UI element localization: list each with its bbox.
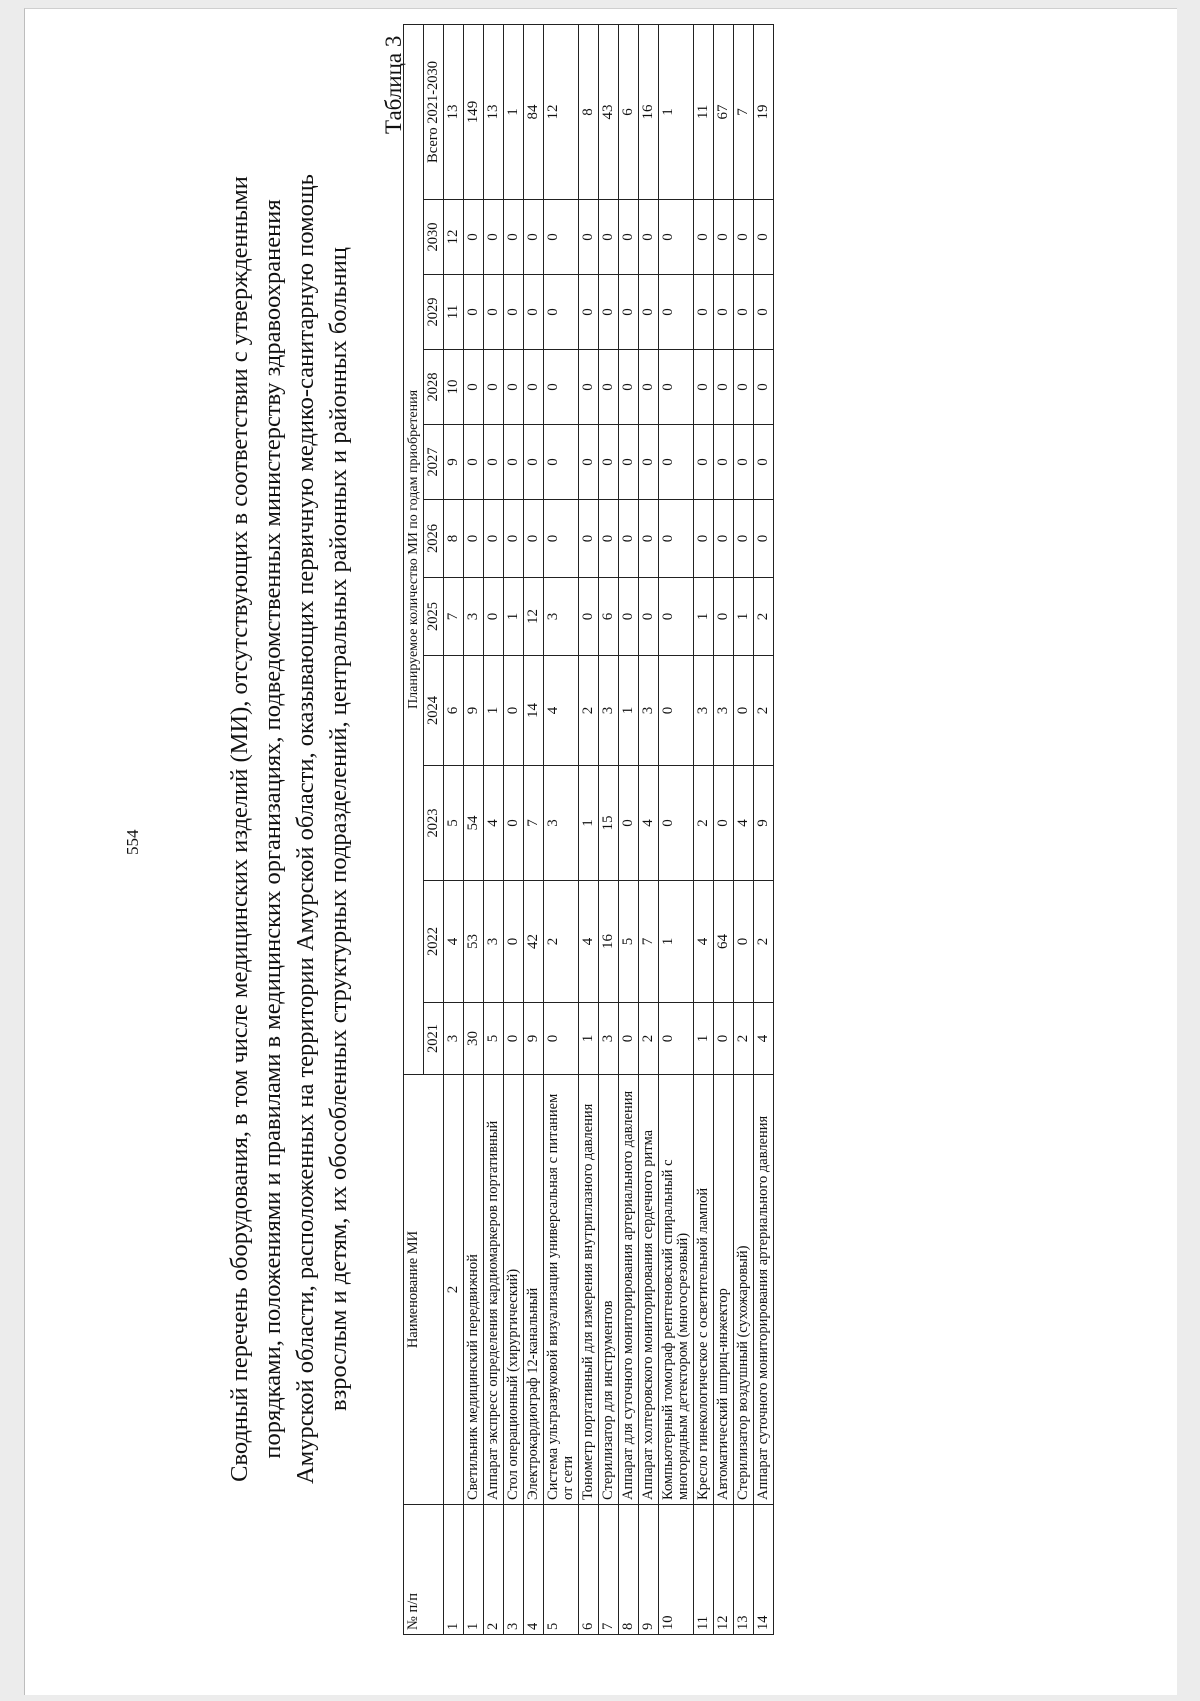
year-value-cell: 0 bbox=[504, 766, 524, 881]
year-value-cell: 1 bbox=[734, 578, 754, 656]
year-value-cell: 2 bbox=[694, 766, 714, 881]
year-value-cell: 3 bbox=[694, 656, 714, 766]
year-value-cell: 0 bbox=[754, 350, 774, 425]
year-value-cell: 0 bbox=[504, 425, 524, 500]
year-value-cell: 0 bbox=[599, 200, 619, 275]
total-cell: 149 bbox=[464, 24, 484, 199]
year-value-cell: 0 bbox=[639, 275, 659, 350]
year-value-cell: 0 bbox=[754, 200, 774, 275]
row-number: 3 bbox=[504, 1505, 524, 1635]
total-cell: 6 bbox=[619, 24, 639, 199]
row-number: 6 bbox=[579, 1505, 599, 1635]
year-value-cell: 0 bbox=[714, 766, 734, 881]
year-value-cell: 12 bbox=[524, 578, 544, 656]
row-number: 12 bbox=[714, 1505, 734, 1635]
year-value-cell: 14 bbox=[524, 656, 544, 766]
year-value-cell: 9 bbox=[464, 656, 484, 766]
page-number: 554 bbox=[123, 829, 142, 855]
year-value-cell: 0 bbox=[734, 200, 754, 275]
year-value-cell: 2 bbox=[754, 656, 774, 766]
year-value-cell: 0 bbox=[619, 1003, 639, 1075]
year-value-cell: 0 bbox=[484, 578, 504, 656]
year-value-cell: 0 bbox=[694, 500, 714, 578]
year-header: 2029 bbox=[424, 275, 444, 350]
total-cell: 11 bbox=[694, 24, 714, 199]
table-row bbox=[504, 24, 524, 1634]
year-value-cell: 0 bbox=[544, 425, 579, 500]
year-value-cell: 0 bbox=[714, 275, 734, 350]
year-value-cell: 0 bbox=[524, 275, 544, 350]
table-body bbox=[464, 24, 774, 1634]
index-cell: 10 bbox=[444, 350, 464, 425]
item-name: Система ультразвуковой визуализации универсальная с питанием от сети bbox=[544, 1075, 579, 1505]
year-value-cell: 0 bbox=[524, 500, 544, 578]
year-value-cell: 0 bbox=[599, 350, 619, 425]
year-value-cell: 4 bbox=[694, 881, 714, 1003]
year-header: 2023 bbox=[424, 766, 444, 881]
item-name: Стерилизатор воздушный (сухожаровый) bbox=[734, 1075, 754, 1505]
year-header: 2022 bbox=[424, 881, 444, 1003]
year-value-cell: 0 bbox=[579, 200, 599, 275]
year-value-cell: 0 bbox=[464, 200, 484, 275]
total-cell: 1 bbox=[504, 24, 524, 199]
row-number: 4 bbox=[524, 1505, 544, 1635]
year-header: 2021 bbox=[424, 1003, 444, 1075]
year-value-cell: 0 bbox=[639, 200, 659, 275]
index-cell: 5 bbox=[444, 766, 464, 881]
total-cell: 1 bbox=[659, 24, 694, 199]
year-value-cell: 0 bbox=[734, 275, 754, 350]
year-value-cell: 0 bbox=[504, 350, 524, 425]
year-value-cell: 0 bbox=[639, 350, 659, 425]
year-value-cell: 3 bbox=[714, 656, 734, 766]
year-value-cell: 1 bbox=[694, 1003, 714, 1075]
year-value-cell: 0 bbox=[579, 350, 599, 425]
year-value-cell: 42 bbox=[524, 881, 544, 1003]
table-row bbox=[734, 24, 754, 1634]
year-value-cell: 0 bbox=[599, 425, 619, 500]
year-value-cell: 0 bbox=[504, 656, 524, 766]
table-row bbox=[754, 24, 774, 1634]
year-value-cell: 0 bbox=[694, 200, 714, 275]
year-value-cell: 1 bbox=[694, 578, 714, 656]
year-value-cell: 0 bbox=[734, 656, 754, 766]
year-header: 2028 bbox=[424, 350, 444, 425]
table-row bbox=[619, 24, 639, 1634]
year-header: 2026 bbox=[424, 500, 444, 578]
year-value-cell: 0 bbox=[754, 500, 774, 578]
year-value-cell: 54 bbox=[464, 766, 484, 881]
year-value-cell: 1 bbox=[484, 656, 504, 766]
year-value-cell: 0 bbox=[599, 500, 619, 578]
total-cell: 13 bbox=[484, 24, 504, 199]
year-value-cell: 0 bbox=[484, 350, 504, 425]
year-value-cell: 0 bbox=[659, 578, 694, 656]
year-header: 2024 bbox=[424, 656, 444, 766]
year-value-cell: 3 bbox=[544, 766, 579, 881]
year-value-cell: 0 bbox=[484, 200, 504, 275]
year-value-cell: 0 bbox=[659, 766, 694, 881]
index-cell: 12 bbox=[444, 200, 464, 275]
year-value-cell: 64 bbox=[714, 881, 734, 1003]
year-value-cell: 0 bbox=[579, 425, 599, 500]
item-name: Компьютерный томограф рентгеновский спиральный с многорядным детектором (многосрезовый) bbox=[659, 1075, 694, 1505]
year-value-cell: 0 bbox=[659, 200, 694, 275]
year-value-cell: 0 bbox=[579, 500, 599, 578]
year-value-cell: 0 bbox=[714, 500, 734, 578]
year-value-cell: 4 bbox=[544, 656, 579, 766]
year-header: 2030 bbox=[424, 200, 444, 275]
year-value-cell: 0 bbox=[714, 425, 734, 500]
year-value-cell: 1 bbox=[659, 881, 694, 1003]
equipment-table bbox=[403, 24, 774, 1635]
table-row bbox=[659, 24, 694, 1634]
row-number: 1 bbox=[464, 1505, 484, 1635]
year-value-cell: 0 bbox=[524, 350, 544, 425]
year-value-cell: 30 bbox=[464, 1003, 484, 1075]
year-value-cell: 2 bbox=[579, 656, 599, 766]
item-name: Аппарат для суточного мониторирования артериального давления bbox=[619, 1075, 639, 1505]
year-value-cell: 0 bbox=[694, 425, 714, 500]
row-number: 8 bbox=[619, 1505, 639, 1635]
year-value-cell: 0 bbox=[694, 350, 714, 425]
index-cell: 13 bbox=[444, 24, 464, 199]
year-value-cell: 0 bbox=[464, 275, 484, 350]
year-value-cell: 0 bbox=[504, 275, 524, 350]
year-value-cell: 9 bbox=[754, 766, 774, 881]
col-name-header: Наименование МИ bbox=[404, 1075, 444, 1505]
index-cell: 3 bbox=[444, 1003, 464, 1075]
index-cell: 9 bbox=[444, 425, 464, 500]
year-value-cell: 0 bbox=[619, 275, 639, 350]
year-value-cell: 0 bbox=[579, 578, 599, 656]
row-number: 2 bbox=[484, 1505, 504, 1635]
title-line: Сводный перечень оборудования, в том числе медицинских изделий (МИ), отсутствующих в соответствии с утвержденными bbox=[226, 176, 253, 1482]
year-value-cell: 3 bbox=[484, 881, 504, 1003]
year-value-cell: 0 bbox=[579, 275, 599, 350]
year-value-cell: 3 bbox=[599, 1003, 619, 1075]
item-name: Электрокардиограф 12-канальный bbox=[524, 1075, 544, 1505]
index-cell: 7 bbox=[444, 578, 464, 656]
index-cell: 4 bbox=[444, 881, 464, 1003]
row-number: 13 bbox=[734, 1505, 754, 1635]
total-cell: 16 bbox=[639, 24, 659, 199]
table-label: Таблица 3 bbox=[381, 35, 406, 134]
year-value-cell: 0 bbox=[544, 1003, 579, 1075]
total-cell: 19 bbox=[754, 24, 774, 199]
row-number: 5 bbox=[544, 1505, 579, 1635]
year-value-cell: 0 bbox=[754, 425, 774, 500]
index-cell: 1 bbox=[444, 1505, 464, 1635]
year-value-cell: 0 bbox=[504, 1003, 524, 1075]
year-value-cell: 2 bbox=[734, 1003, 754, 1075]
group-header: Планируемое количество МИ по годам приобретения bbox=[404, 24, 424, 1074]
year-value-cell: 0 bbox=[659, 275, 694, 350]
year-value-cell: 53 bbox=[464, 881, 484, 1003]
year-value-cell: 1 bbox=[619, 656, 639, 766]
year-value-cell: 0 bbox=[659, 425, 694, 500]
total-cell: 8 bbox=[579, 24, 599, 199]
year-value-cell: 0 bbox=[659, 1003, 694, 1075]
total-cell: 67 bbox=[714, 24, 734, 199]
year-value-cell: 5 bbox=[619, 881, 639, 1003]
year-value-cell: 0 bbox=[639, 578, 659, 656]
item-name: Тонометр портативный для измерения внутриглазного давления bbox=[579, 1075, 599, 1505]
index-cell: 8 bbox=[444, 500, 464, 578]
table-row bbox=[464, 24, 484, 1634]
row-number: 11 bbox=[694, 1505, 714, 1635]
year-value-cell: 0 bbox=[484, 275, 504, 350]
year-value-cell: 2 bbox=[639, 1003, 659, 1075]
row-number: 7 bbox=[599, 1505, 619, 1635]
year-value-cell: 4 bbox=[579, 881, 599, 1003]
year-value-cell: 4 bbox=[734, 766, 754, 881]
year-value-cell: 0 bbox=[714, 350, 734, 425]
year-value-cell: 0 bbox=[734, 425, 754, 500]
year-value-cell: 0 bbox=[619, 766, 639, 881]
item-name: Аппарат экспресс определения кардиомаркеров портативный bbox=[484, 1075, 504, 1505]
year-value-cell: 4 bbox=[754, 1003, 774, 1075]
table-row bbox=[579, 24, 599, 1634]
year-value-cell: 0 bbox=[504, 200, 524, 275]
item-name: Аппарат холтеровского мониторирования сердечного ритма bbox=[639, 1075, 659, 1505]
year-value-cell: 0 bbox=[599, 275, 619, 350]
year-value-cell: 0 bbox=[734, 350, 754, 425]
year-value-cell: 3 bbox=[544, 578, 579, 656]
row-number: 10 bbox=[659, 1505, 694, 1635]
year-value-cell: 1 bbox=[579, 766, 599, 881]
table-row bbox=[484, 24, 504, 1634]
item-name: Кресло гинекологическое с осветительной лампой bbox=[694, 1075, 714, 1505]
year-value-cell: 15 bbox=[599, 766, 619, 881]
year-value-cell: 0 bbox=[524, 425, 544, 500]
index-cell: 6 bbox=[444, 656, 464, 766]
title-line: взрослым и детям, их обособленных структурных подразделений, центральных районных и районных больниц bbox=[325, 247, 352, 1411]
year-value-cell: 0 bbox=[619, 350, 639, 425]
year-header: 2025 bbox=[424, 578, 444, 656]
year-value-cell: 0 bbox=[504, 500, 524, 578]
year-value-cell: 0 bbox=[754, 275, 774, 350]
year-value-cell: 2 bbox=[754, 881, 774, 1003]
year-value-cell: 0 bbox=[714, 200, 734, 275]
year-value-cell: 0 bbox=[464, 500, 484, 578]
year-value-cell: 0 bbox=[484, 500, 504, 578]
year-value-cell: 0 bbox=[619, 425, 639, 500]
year-value-cell: 0 bbox=[544, 350, 579, 425]
year-value-cell: 0 bbox=[544, 500, 579, 578]
year-value-cell: 0 bbox=[639, 500, 659, 578]
year-value-cell: 16 bbox=[599, 881, 619, 1003]
year-value-cell: 0 bbox=[619, 200, 639, 275]
year-value-cell: 1 bbox=[579, 1003, 599, 1075]
year-value-cell: 0 bbox=[524, 200, 544, 275]
table-row bbox=[524, 24, 544, 1634]
table-row bbox=[544, 24, 579, 1634]
total-cell: 12 bbox=[544, 24, 579, 199]
document-page bbox=[24, 8, 1177, 1695]
total-cell: 43 bbox=[599, 24, 619, 199]
year-value-cell: 6 bbox=[599, 578, 619, 656]
total-header: Всего 2021-2030 bbox=[424, 24, 444, 199]
year-value-cell: 2 bbox=[754, 578, 774, 656]
year-value-cell: 0 bbox=[659, 500, 694, 578]
year-value-cell: 0 bbox=[659, 350, 694, 425]
table-row bbox=[714, 24, 734, 1634]
year-value-cell: 5 bbox=[484, 1003, 504, 1075]
total-cell: 84 bbox=[524, 24, 544, 199]
row-number: 9 bbox=[639, 1505, 659, 1635]
year-value-cell: 0 bbox=[639, 425, 659, 500]
year-value-cell: 2 bbox=[544, 881, 579, 1003]
year-value-cell: 4 bbox=[484, 766, 504, 881]
index-row bbox=[444, 24, 464, 1634]
title-line: Амурской области, расположенных на территории Амурской области, оказывающих первичную медико-санитарную помощь bbox=[292, 174, 319, 1484]
year-value-cell: 7 bbox=[524, 766, 544, 881]
year-value-cell: 0 bbox=[544, 200, 579, 275]
table-row bbox=[599, 24, 619, 1634]
year-value-cell: 0 bbox=[714, 1003, 734, 1075]
document-title bbox=[223, 79, 355, 1579]
rotated-content bbox=[43, 19, 1183, 1699]
item-name: Стерилизатор для инструментов bbox=[599, 1075, 619, 1505]
year-value-cell: 0 bbox=[464, 425, 484, 500]
year-value-cell: 0 bbox=[734, 500, 754, 578]
year-value-cell: 4 bbox=[639, 766, 659, 881]
year-value-cell: 1 bbox=[504, 578, 524, 656]
year-value-cell: 3 bbox=[464, 578, 484, 656]
year-value-cell: 0 bbox=[619, 578, 639, 656]
total-cell: 7 bbox=[734, 24, 754, 199]
year-value-cell: 0 bbox=[619, 500, 639, 578]
item-name: Автоматический шприц-инжектор bbox=[714, 1075, 734, 1505]
year-value-cell: 0 bbox=[544, 275, 579, 350]
year-value-cell: 0 bbox=[504, 881, 524, 1003]
header-row bbox=[404, 24, 424, 1634]
row-number: 14 bbox=[754, 1505, 774, 1635]
year-value-cell: 0 bbox=[484, 425, 504, 500]
year-header: 2027 bbox=[424, 425, 444, 500]
title-line: порядками, положениями и правилами в медицинских организациях, подведомственных министерству здравоохранения bbox=[259, 199, 286, 1459]
year-value-cell: 7 bbox=[639, 881, 659, 1003]
year-value-cell: 0 bbox=[714, 578, 734, 656]
table-row bbox=[639, 24, 659, 1634]
table-row bbox=[694, 24, 714, 1634]
year-value-cell: 0 bbox=[464, 350, 484, 425]
item-name: Аппарат суточного мониторирования артериального давления bbox=[754, 1075, 774, 1505]
year-value-cell: 9 bbox=[524, 1003, 544, 1075]
index-cell: 11 bbox=[444, 275, 464, 350]
year-value-cell: 0 bbox=[694, 275, 714, 350]
col-num-header: № п/п bbox=[404, 1505, 444, 1635]
year-value-cell: 0 bbox=[659, 656, 694, 766]
index-cell: 2 bbox=[444, 1075, 464, 1505]
item-name: Стол операционный (хирургический) bbox=[504, 1075, 524, 1505]
year-value-cell: 3 bbox=[599, 656, 619, 766]
item-name: Светильник медицинский передвижной bbox=[464, 1075, 484, 1505]
year-value-cell: 3 bbox=[639, 656, 659, 766]
year-value-cell: 0 bbox=[734, 881, 754, 1003]
